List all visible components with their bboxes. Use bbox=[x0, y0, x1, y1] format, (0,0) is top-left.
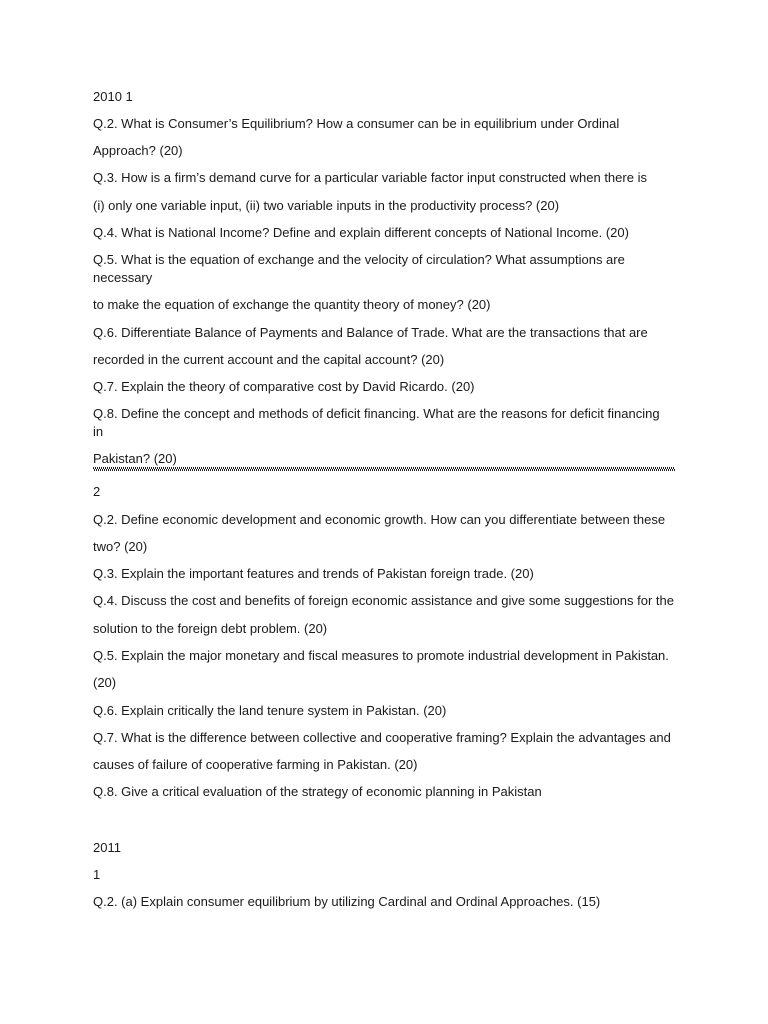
question-line: Q.7. What is the difference between collective and cooperative framing? Explain the advantages and bbox=[93, 730, 671, 745]
question-line: Q.3. Explain the important features and trends of Pakistan foreign trade. (20) bbox=[93, 566, 534, 581]
question-line: Q.2. Define economic development and economic growth. How can you differentiate between these bbox=[93, 512, 666, 527]
question-line: Pakistan? (20) bbox=[93, 451, 177, 466]
question-line: Q.6. Differentiate Balance of Payments and Balance of Trade. What are the transactions that are bbox=[93, 325, 648, 340]
question-line: Q.5. Explain the major monetary and fiscal measures to promote industrial development in Pakistan. bbox=[93, 648, 669, 663]
year-heading-2010: 2010 1 bbox=[93, 89, 133, 104]
question-line: Q.4. What is National Income? Define and explain different concepts of National Income. (20) bbox=[93, 225, 629, 240]
question-line: Q.8. Give a critical evaluation of the strategy of economic planning in Pakistan bbox=[93, 784, 542, 799]
paper-heading-2: 2 bbox=[93, 484, 101, 499]
question-line: Q.5. What is the equation of exchange and the velocity of circulation? What assumptions are bbox=[93, 252, 625, 267]
question-line: Q.4. Discuss the cost and benefits of foreign economic assistance and give some suggestions for the bbox=[93, 593, 674, 608]
dotted-separator bbox=[93, 467, 675, 472]
question-line: solution to the foreign debt problem. (20) bbox=[93, 621, 328, 636]
question-line: Q.2. What is Consumer’s Equilibrium? How a consumer can be in equilibrium under Ordinal bbox=[93, 116, 620, 131]
question-line: to make the equation of exchange the quantity theory of money? (20) bbox=[93, 297, 491, 312]
question-line: Q.8. Define the concept and methods of deficit financing. What are the reasons for deficit financing bbox=[93, 406, 660, 421]
question-line: (i) only one variable input, (ii) two variable inputs in the productivity process? (20) bbox=[93, 198, 560, 213]
question-line: recorded in the current account and the capital account? (20) bbox=[93, 352, 445, 367]
question-line: Q.7. Explain the theory of comparative cost by David Ricardo. (20) bbox=[93, 379, 475, 394]
question-line: Approach? (20) bbox=[93, 143, 183, 158]
question-line: in bbox=[93, 424, 104, 439]
year-heading-2011: 2011 bbox=[93, 840, 121, 855]
question-line: two? (20) bbox=[93, 539, 148, 554]
question-line: Q.6. Explain critically the land tenure system in Pakistan. (20) bbox=[93, 703, 447, 718]
question-line: Q.3. How is a firm’s demand curve for a particular variable factor input constructed when there is bbox=[93, 170, 647, 185]
paper-heading-1: 1 bbox=[93, 867, 101, 882]
question-line: causes of failure of cooperative farming in Pakistan. (20) bbox=[93, 757, 418, 772]
question-line: (20) bbox=[93, 675, 117, 690]
question-line: Q.2. (a) Explain consumer equilibrium by utilizing Cardinal and Ordinal Approaches. (15) bbox=[93, 894, 601, 909]
question-line: necessary bbox=[93, 270, 153, 285]
